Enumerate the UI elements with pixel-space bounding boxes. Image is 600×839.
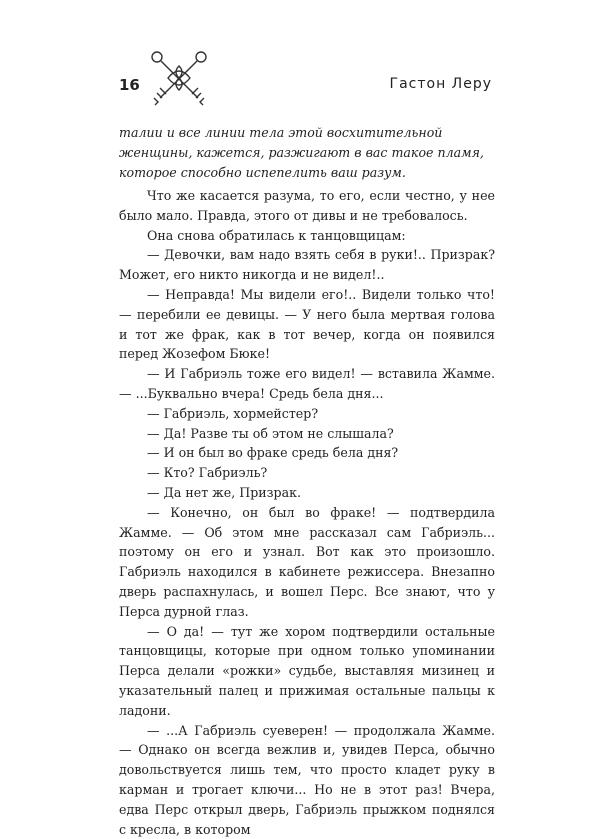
paragraph: — И Габриэль тоже его видел! — вставила Жамме. — ...Буквально вчера! Средь бела дня...: [119, 366, 495, 401]
page-number: 16: [119, 76, 140, 94]
paragraph: Она снова обратилась к танцовщицам:: [147, 227, 406, 243]
paragraph: — ...А Габриэль суеверен! — продолжала Жамме. — Однако он всегда вежлив и, увидев Перса, обычно довольствуется лишь тем, что просто кладет руку в карман и трогает ключи... Но не в этот раз! Вчера, едва Перс открыл дверь, Габриэль прыжком поднялся с кресла, в котором: [119, 722, 495, 837]
paragraph: Что же касается разума, то его, если честно, у нее было мало. Правда, этого от дивы и не требовалось.: [119, 188, 495, 223]
running-title: Гастон Леру: [389, 76, 492, 92]
paragraph: — Конечно, он был во фраке! — подтвердила Жамме. — Об этом мне рассказал сам Габриэль... поэтому он его и узнал. Вот как это произошло. Габриэль находился в кабинете режиссера. Внезапно дверь распахнулась, и вошел Перс. Все знают, что у Перса дурной глаз.: [119, 504, 495, 619]
paragraph: — О да! — тут же хором подтвердили остальные танцовщицы, которые при одном только упоминании Перса делали «рожки» судьбе, выставляя мизинец и указательный палец и прижимая остальные пальцы к ладони.: [119, 623, 495, 718]
paragraph: — Да! Разве ты об этом не слышала?: [147, 425, 394, 441]
paragraph: — Габриэль, хормейстер?: [147, 405, 319, 421]
paragraph: — Девочки, вам надо взять себя в руки!.. Призрак? Может, его никто никогда и не видел!..: [119, 247, 495, 283]
paragraph: — Да нет же, Призрак.: [147, 484, 301, 500]
body-text: [119, 186, 495, 839]
paragraph: — И он был во фраке средь бела дня?: [147, 445, 399, 461]
epigraph: талии и все линии тела этой восхитительной женщины, кажется, разжигают в вас такое пламя, которое способно испепелить ваш разум.: [119, 125, 484, 180]
paragraph: — Кто? Габриэль?: [147, 465, 268, 481]
crossed-keys-ornament-icon: [148, 48, 210, 110]
paragraph: — Неправда! Мы видели его!.. Видели только что! — перебили ее девицы. — У него была мертвая голова и тот же фрак, как в тот вечер, когда он появился перед Жозефом Бюке!: [119, 286, 495, 362]
